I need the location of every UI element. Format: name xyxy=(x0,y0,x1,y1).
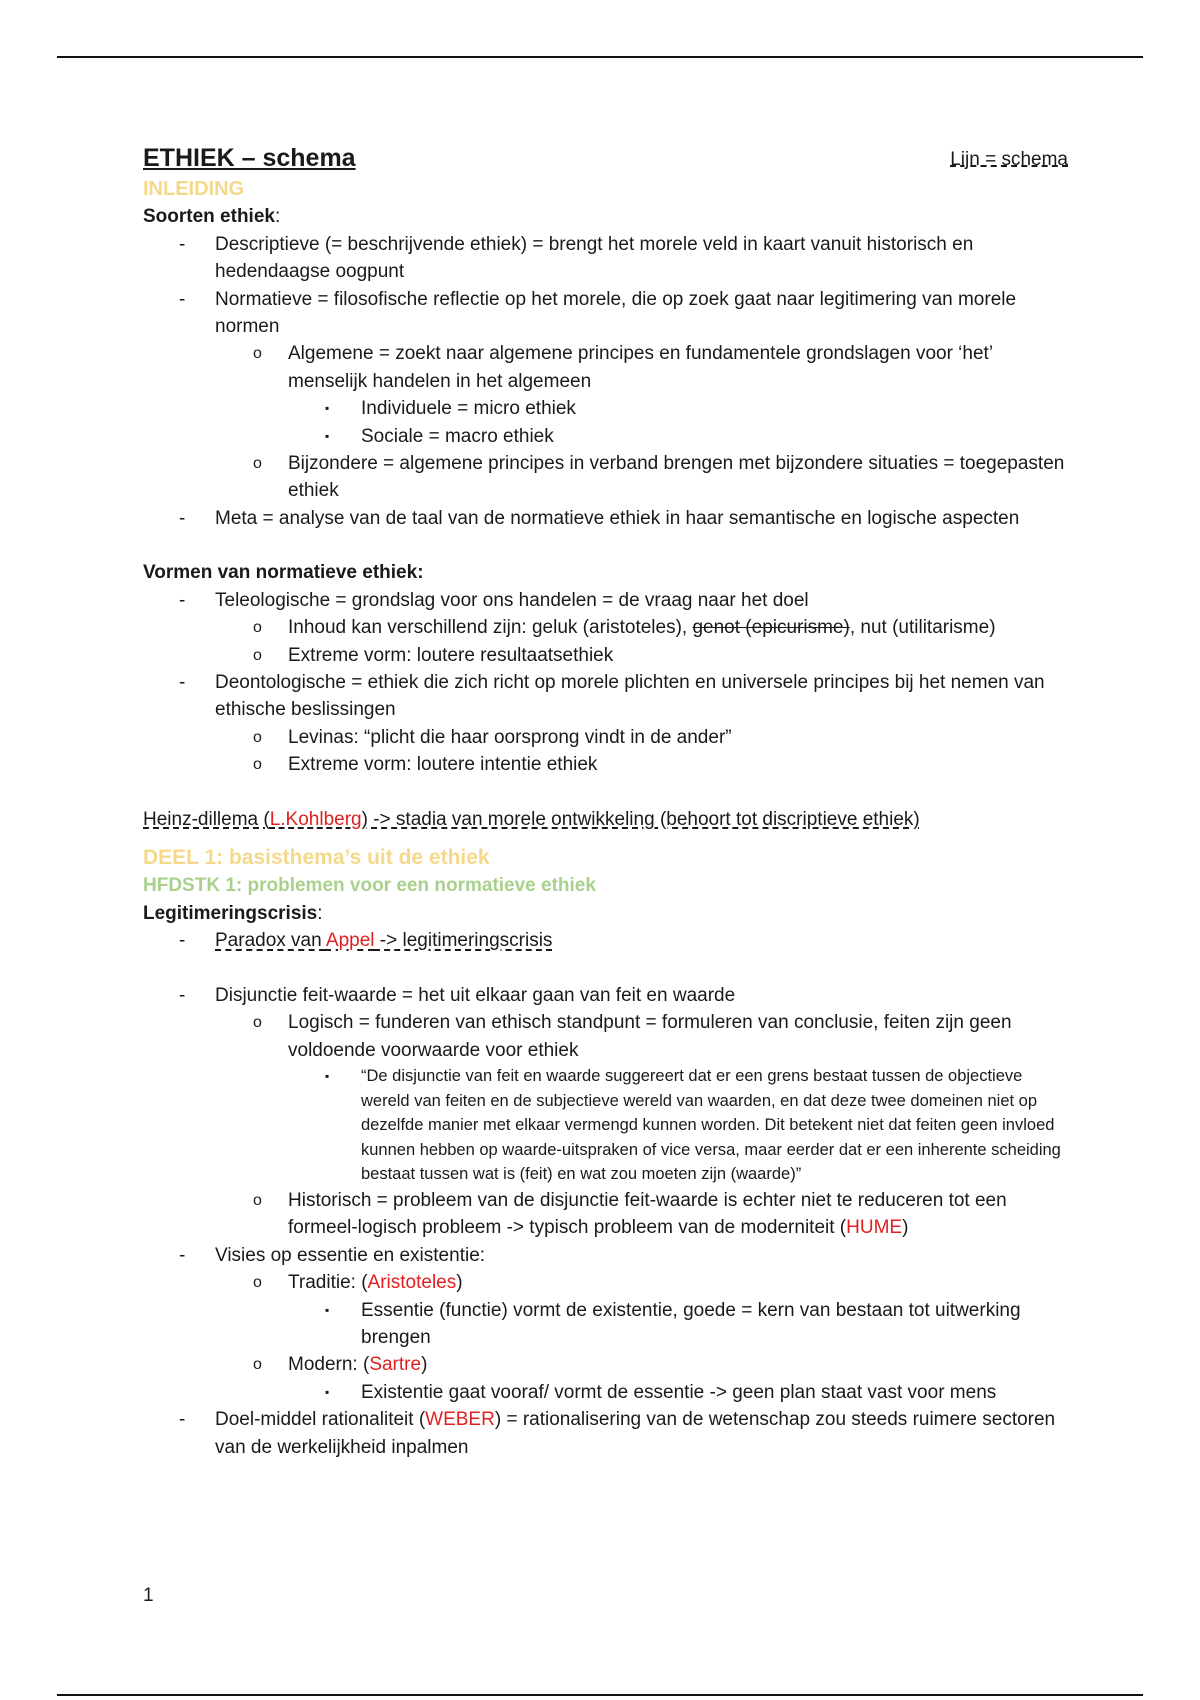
list-item: ▪ Individuele = micro ethiek xyxy=(325,398,576,420)
list-item: - Paradox van Appel -> legitimeringscrisis xyxy=(179,930,553,952)
chapter-hfdstk-1: HFDSTK 1: problemen voor een normatieve ethiek xyxy=(143,874,596,896)
section-deel-1: DEEL 1: basisthema’s uit de ethiek xyxy=(143,845,490,869)
list-item: - Normatieve = filosofische reflectie op het morele, die op zoek gaat naar legitimering van morele normen xyxy=(179,288,1017,338)
section-inleiding: INLEIDING xyxy=(143,178,245,200)
struck-text: genot (epicurisme) xyxy=(692,617,850,639)
bottom-rule xyxy=(57,1694,1143,1696)
list-item: - Disjunctie feit-waarde = het uit elkaar gaan van feit en waarde xyxy=(179,984,736,1006)
title-note: Lijn = schema xyxy=(950,149,1068,170)
list-item: o Levinas: “plicht die haar oorsprong vindt in de ander” xyxy=(253,726,732,748)
page-number: 1 xyxy=(143,1585,154,1606)
list-item: o Logisch = funderen van ethisch standpunt = formuleren van conclusie, feiten zijn geen voldoende voorwaarde voor ethiek xyxy=(253,1012,1012,1061)
list-item: o Extreme vorm: loutere resultaatsethiek xyxy=(253,644,614,666)
document-page xyxy=(143,140,1068,1461)
list-item: - Meta = analyse van de taal van de normatieve ethiek in haar semantische en logische aspecten xyxy=(179,507,1020,529)
list-item: o Algemene = zoekt naar algemene principes en fundamentele grondslagen voor ‘het’ menselijk handelen in het algemeen xyxy=(253,343,993,392)
list-item: - Descriptieve (= beschrijvende ethiek) = brengt het morele veld in kaart vanuit historisch en hedendaagse oogpunt xyxy=(179,233,974,283)
list-item: o Extreme vorm: loutere intentie ethiek xyxy=(253,754,598,776)
page-title: ETHIEK – schema xyxy=(143,144,356,172)
list-item: - Visies op essentie en existentie: xyxy=(179,1244,486,1266)
list-item: o Inhoud kan verschillend zijn: geluk (aristoteles), genot (epicurisme), nut (utilitarisme) xyxy=(253,617,996,639)
title-row xyxy=(143,140,1068,176)
list-item: o Traditie: (Aristoteles) xyxy=(253,1272,463,1294)
list-item: - Deontologische = ethiek die zich richt op morele plichten en universele principes bij het nemen van ethische beslissingen xyxy=(179,671,1045,721)
vormen-heading: Vormen van normatieve ethiek: xyxy=(143,562,424,584)
list-item: o Bijzondere = algemene principes in verband brengen met bijzondere situaties = toegepasten ethiek xyxy=(253,453,1065,502)
list-item: o Modern: (Sartre) xyxy=(253,1354,428,1376)
list-item: ▪ Essentie (functie) vormt de existentie, goede = kern van bestaan tot uitwerking brengen xyxy=(325,1299,1021,1348)
quote-item: ▪ “De disjunctie van feit en waarde suggereert dat er een grens bestaat tussen de objectieve wereld van feiten en de subjectieve wereld van waarden, en dat deze twee domeinen niet op dezelfde manier met elkaar vermengd kunnen worden. Dit betekent niet dat feiten geen invloed kunnen hebben op waarde-uitspraken of vice versa, maar eerder dat er een inherente scheiding bestaat tussen wat is (feit) en wat zou moeten zijn (waarde)” xyxy=(325,1066,1061,1184)
list-item: ▪ Existentie gaat vooraf/ vormt de essentie -> geen plan staat vast voor mens xyxy=(325,1381,997,1403)
list-item: ▪ Sociale = macro ethiek xyxy=(325,425,554,447)
legit-heading: Legitimeringscrisis: xyxy=(143,902,323,924)
top-rule xyxy=(57,56,1143,58)
list-item: - Teleologische = grondslag voor ons handelen = de vraag naar het doel xyxy=(179,589,809,611)
list-item: - Doel-middel rationaliteit (WEBER) = rationalisering van de wetenschap zou steeds ruimere sectoren van de werkelijkheid inpalmen xyxy=(179,1409,1056,1458)
soorten-heading: Soorten ethiek: xyxy=(143,206,281,228)
heinz-line: Heinz-dillema (L.Kohlberg) -> stadia van morele ontwikkeling (behoort tot discriptieve ethiek) xyxy=(143,808,920,830)
list-item: o Historisch = probleem van de disjunctie feit-waarde is echter niet te reduceren tot een formeel-logisch probleem -> typisch probleem van de moderniteit (HUME) xyxy=(253,1189,1007,1239)
